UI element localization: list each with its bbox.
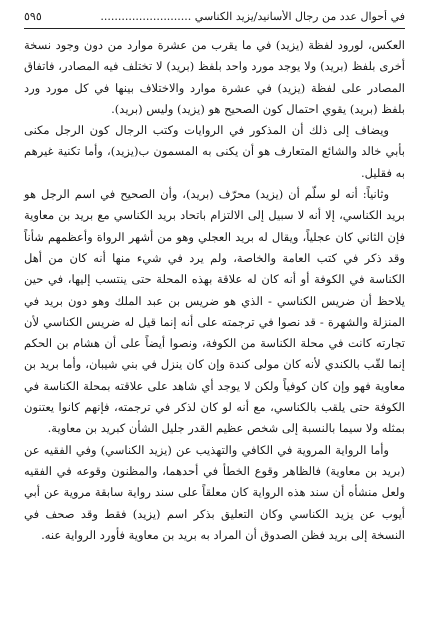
header-divider — [24, 28, 405, 29]
paragraph-2: ويضاف إلى ذلك أن المذكور في الروايات وكتب الرجال كون الرجل مكنى بأبي خالد والشائع المتعارف هو أن يكنى به المسمون ب(يزيد)، وأما تكنية غيرهم به فقليل. — [24, 123, 405, 180]
paragraph-3: وثانياً: أنه لو سلّم أن (يزيد) محرّف (بريد)، وأن الصحيح في اسم الرجل هو بريد الكناسي، إلا أنه لا سبيل إلى الالتزام باتحاد بريد الكناسي مع بريد بن معاوية فإن الثاني كان عجلياً، ويقال له بريد العجلي وهو من أشهر الرواة وأعظمهم شأناً وقد ذكر في كتب العامة والخاصة، ولم يرد في شيء منها أنه كان من أهل الكناسة في الكوفة أو أنه كان له علاقة بهذه المحلة حتى ينتسب إليها، في حين يلاحظ أن ضريس الكناسي - الذي هو ضريس بن عبد الملك وهو دون بريد في المنزلة والشهرة - قد نصوا في ترجمته على أنه إنما قيل له ضريس الكناسي لأن تجارته كانت في محلة الكناسة من الكوفة، ونصوا أيضاً على أن هشام بن الحكم إنما لقّب بالكندي لأنه كان مولى كندة وإن كان ينزل في بني شيبان، وأما بريد بن معاوية فهو وإن كان كوفياً ولكن لا يوجد أي شاهد على علاقته بمحلة الكناسة في الكوفة حتى يلقب بالكناسي، مع أنه لو كان لذكر في ترجمته، فإنهم كانوا يعتنون بمثله ولا سيما بالنسبة إلى شخص عظيم القدر جليل الشأن كبريد بن معاوية. — [24, 187, 405, 436]
running-title: في أحوال عدد من رجال الأسانيد/يزيد الكناسي .......................... — [100, 10, 405, 23]
paragraph-4: وأما الرواية المروية في الكافي والتهذيب عن (يزيد الكناسي) وفي الفقيه عن (بريد بن معاوية) فالظاهر وقوع الخطأ في أحدهما، والمظنون وقوعه في الفقيه ولعل منشأه أن سند هذه الرواية كان معلقاً على سند رواية سابقة مروية عن أبي أيوب عن يزيد الكناسي وكان التعليق بذكر اسم (يزيد) فقط وقد صحف في النسخة إلى بريد فظن الصدوق أن المراد به بريد بن معاوية فأورد الرواية عنه. — [24, 442, 405, 542]
page-header — [24, 10, 405, 26]
page-number: ٥٩٥ — [24, 10, 42, 23]
paragraph-1: العكس، لورود لفظة (يزيد) في ما يقرب من عشرة موارد من دون وجود نسخة أخرى بلفظ (بريد) ولا يوجد مورد واحد بلفظ (بريد) لا تختلف فيه المصادر، فاتفاق المصادر على لفظة (يزيد) في عشرة موارد والاختلاف بينها في كل مورد ورد بلفظ (بريد) يقوي احتمال كون الصحيح هو (يزيد) وليس (بريد). — [24, 38, 405, 116]
page-body — [24, 35, 405, 546]
